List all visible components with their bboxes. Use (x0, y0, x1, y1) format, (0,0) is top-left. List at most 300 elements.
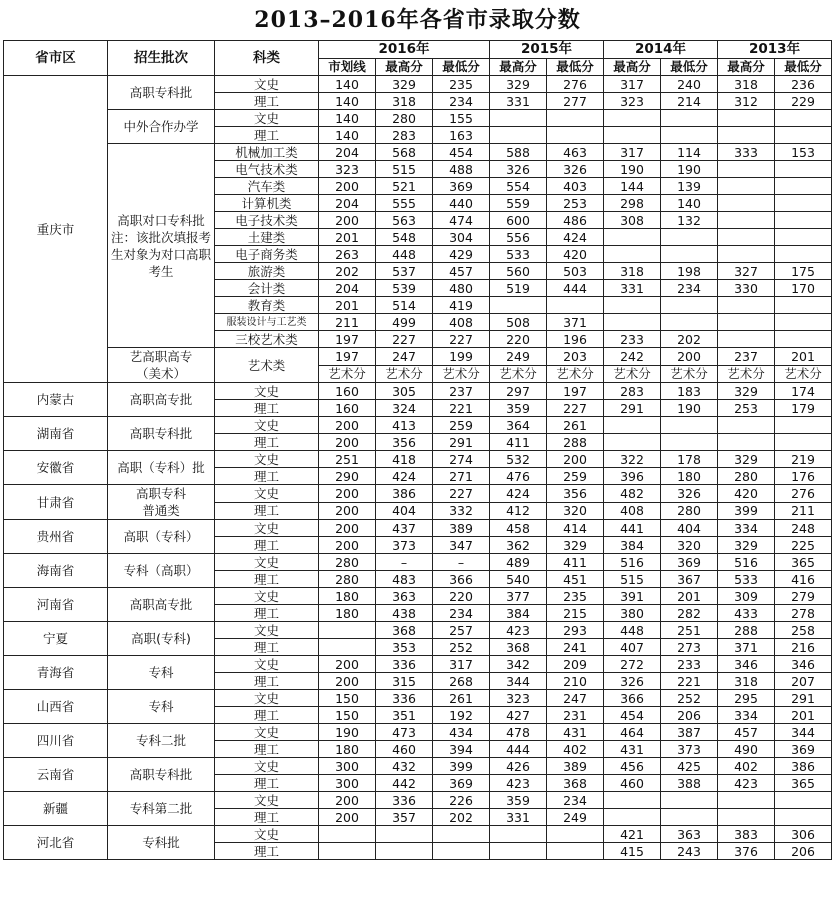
score-cell: 356 (547, 485, 604, 503)
score-cell: 220 (490, 331, 547, 348)
score-cell: 249 (547, 809, 604, 826)
score-cell: 329 (718, 537, 775, 554)
batch-cell: 专科第二批 (108, 792, 215, 826)
score-cell: 114 (661, 144, 718, 161)
score-cell (490, 297, 547, 314)
score-cell: 326 (604, 673, 661, 690)
score-cell (319, 622, 376, 639)
score-cell: 326 (490, 161, 547, 178)
score-cell: 291 (604, 400, 661, 417)
score-cell: 258 (775, 622, 832, 639)
score-cell: 278 (775, 605, 832, 622)
score-cell (718, 195, 775, 212)
score-cell: 197 (319, 348, 376, 366)
score-cell: 442 (376, 775, 433, 792)
table-row (4, 485, 832, 503)
score-cell: 202 (319, 263, 376, 280)
score-cell: 318 (718, 76, 775, 93)
score-cell: 174 (775, 383, 832, 400)
score-cell: 474 (433, 212, 490, 229)
score-cell (661, 417, 718, 434)
score-cell: 140 (319, 93, 376, 110)
score-cell: 336 (376, 690, 433, 707)
score-cell: 423 (718, 775, 775, 792)
score-cell (661, 809, 718, 826)
header-year-2016: 2016年 (319, 41, 490, 59)
score-cell: 309 (718, 588, 775, 605)
table-row (4, 588, 832, 605)
subject-cell: 理工 (215, 468, 319, 485)
score-cell: 283 (376, 127, 433, 144)
batch-cell: 高职专科 普通类 (108, 485, 215, 520)
score-cell: 249 (490, 348, 547, 366)
score-cell: 588 (490, 144, 547, 161)
score-cell: 330 (718, 280, 775, 297)
score-cell: 253 (547, 195, 604, 212)
score-cell: 200 (319, 792, 376, 809)
score-cell: 464 (604, 724, 661, 741)
score-cell: 210 (547, 673, 604, 690)
score-cell: 252 (661, 690, 718, 707)
subject-cell: 理工 (215, 93, 319, 110)
score-cell: 411 (547, 554, 604, 571)
subject-cell: 文史 (215, 588, 319, 605)
score-cell: 427 (490, 707, 547, 724)
score-cell (718, 110, 775, 127)
score-cell: 273 (661, 639, 718, 656)
score-cell: 263 (319, 246, 376, 263)
province-cell: 湖南省 (4, 417, 108, 451)
score-cell: 326 (547, 161, 604, 178)
score-cell: 346 (775, 656, 832, 673)
score-cell: 216 (775, 639, 832, 656)
score-cell (661, 246, 718, 263)
score-cell: 226 (433, 792, 490, 809)
score-cell (376, 826, 433, 843)
score-cell (661, 297, 718, 314)
score-cell (604, 434, 661, 451)
score-cell (661, 434, 718, 451)
score-cell (319, 843, 376, 860)
score-cell: 196 (547, 331, 604, 348)
score-cell (319, 826, 376, 843)
score-cell: 389 (433, 520, 490, 537)
score-cell: 175 (775, 263, 832, 280)
score-cell: 297 (490, 383, 547, 400)
score-cell: 235 (547, 588, 604, 605)
score-cell: 371 (718, 639, 775, 656)
score-cell: 336 (376, 656, 433, 673)
table-row (4, 656, 832, 673)
score-cell: 519 (490, 280, 547, 297)
table-row (4, 417, 832, 434)
score-cell (433, 826, 490, 843)
subject-cell: 文史 (215, 758, 319, 775)
score-cell: 364 (490, 417, 547, 434)
score-cell: 257 (433, 622, 490, 639)
score-cell: 140 (319, 110, 376, 127)
score-cell (604, 792, 661, 809)
score-cell: 艺术分 (547, 365, 604, 383)
score-cell: 199 (433, 348, 490, 366)
score-cell: 315 (376, 673, 433, 690)
score-cell: 540 (490, 571, 547, 588)
score-cell: 342 (490, 656, 547, 673)
province-cell: 河北省 (4, 826, 108, 860)
score-cell (433, 843, 490, 860)
score-cell: 300 (319, 758, 376, 775)
score-cell: 369 (775, 741, 832, 758)
score-cell: 280 (718, 468, 775, 485)
score-cell: 253 (718, 400, 775, 417)
table-row (4, 76, 832, 93)
score-cell: 371 (547, 314, 604, 331)
score-cell: 160 (319, 383, 376, 400)
score-cell: 180 (319, 588, 376, 605)
subject-cell: 理工 (215, 843, 319, 860)
score-cell: 170 (775, 280, 832, 297)
subject-cell: 电气技术类 (215, 161, 319, 178)
score-cell (775, 212, 832, 229)
score-cell: 201 (775, 348, 832, 366)
score-cell: 202 (433, 809, 490, 826)
score-cell (604, 314, 661, 331)
score-cell: 454 (604, 707, 661, 724)
score-cell: 563 (376, 212, 433, 229)
province-cell: 新疆 (4, 792, 108, 826)
score-cell: 329 (490, 76, 547, 93)
score-cell: 423 (490, 775, 547, 792)
batch-cell: 高职专科批 (108, 76, 215, 110)
score-cell: 399 (718, 502, 775, 520)
score-cell: 234 (433, 93, 490, 110)
score-cell (490, 843, 547, 860)
score-cell: 252 (433, 639, 490, 656)
subject-cell: 文史 (215, 690, 319, 707)
score-cell: 308 (604, 212, 661, 229)
score-cell: 412 (490, 502, 547, 520)
score-cell: 408 (433, 314, 490, 331)
header-year-2015: 2015年 (490, 41, 604, 59)
score-cell: 280 (319, 571, 376, 588)
score-cell (718, 314, 775, 331)
score-cell: 420 (547, 246, 604, 263)
score-cell: 425 (661, 758, 718, 775)
score-cell (604, 127, 661, 144)
score-cell (775, 127, 832, 144)
header-min: 最低分 (661, 58, 718, 76)
score-cell: 556 (490, 229, 547, 246)
score-cell (604, 110, 661, 127)
score-cell: 艺术分 (718, 365, 775, 383)
score-cell (718, 417, 775, 434)
batch-cell: 专科 (108, 656, 215, 690)
score-cell: 402 (547, 741, 604, 758)
score-cell: 140 (661, 195, 718, 212)
score-cell: 389 (547, 758, 604, 775)
score-cell: 200 (661, 348, 718, 366)
province-cell: 山西省 (4, 690, 108, 724)
score-cell: 444 (490, 741, 547, 758)
score-cell: 334 (718, 520, 775, 537)
score-cell (775, 331, 832, 348)
score-cell (718, 792, 775, 809)
score-cell: 448 (604, 622, 661, 639)
score-cell: 259 (547, 468, 604, 485)
score-cell: 132 (661, 212, 718, 229)
score-cell: 458 (490, 520, 547, 537)
score-cell: 295 (718, 690, 775, 707)
score-cell: 280 (376, 110, 433, 127)
header-year-2014: 2014年 (604, 41, 718, 59)
score-cell: 383 (718, 826, 775, 843)
subject-cell: 文史 (215, 656, 319, 673)
score-cell (604, 229, 661, 246)
score-cell: 183 (661, 383, 718, 400)
score-cell: 200 (319, 417, 376, 434)
score-cell: 424 (547, 229, 604, 246)
score-cell: 376 (718, 843, 775, 860)
score-cell: 140 (319, 127, 376, 144)
score-cell: 261 (433, 690, 490, 707)
score-cell: 248 (775, 520, 832, 537)
score-cell: 200 (319, 673, 376, 690)
header-min: 最低分 (775, 58, 832, 76)
score-cell: 317 (433, 656, 490, 673)
score-table (3, 40, 832, 860)
score-cell (718, 127, 775, 144)
score-cell (490, 826, 547, 843)
score-cell: 282 (661, 605, 718, 622)
score-cell: 318 (376, 93, 433, 110)
score-cell: 476 (490, 468, 547, 485)
score-cell: 362 (490, 537, 547, 554)
score-cell: 402 (718, 758, 775, 775)
score-cell: 243 (661, 843, 718, 860)
subject-cell: 文史 (215, 383, 319, 400)
score-cell: 艺术分 (433, 365, 490, 383)
subject-cell: 理工 (215, 639, 319, 656)
score-cell: – (376, 554, 433, 571)
score-cell: 387 (661, 724, 718, 741)
score-cell: 560 (490, 263, 547, 280)
score-cell (775, 314, 832, 331)
score-cell: 415 (604, 843, 661, 860)
score-cell: 242 (604, 348, 661, 366)
subject-cell: 文史 (215, 451, 319, 468)
score-cell: 272 (604, 656, 661, 673)
province-cell: 宁夏 (4, 622, 108, 656)
score-cell: 548 (376, 229, 433, 246)
score-cell: 537 (376, 263, 433, 280)
score-cell (376, 843, 433, 860)
batch-cell: 高职高专批 (108, 588, 215, 622)
score-cell: 176 (775, 468, 832, 485)
score-cell (718, 161, 775, 178)
score-cell: 291 (433, 434, 490, 451)
score-cell: 559 (490, 195, 547, 212)
batch-cell: 中外合作办学 (108, 110, 215, 144)
score-cell: 413 (376, 417, 433, 434)
subject-cell: 服装设计与工艺类 (215, 314, 319, 331)
score-cell: 271 (433, 468, 490, 485)
score-cell: 539 (376, 280, 433, 297)
subject-cell: 汽车类 (215, 178, 319, 195)
score-cell: 200 (319, 537, 376, 554)
score-cell: 363 (661, 826, 718, 843)
score-cell: 391 (604, 588, 661, 605)
score-cell: 331 (490, 93, 547, 110)
table-row (4, 348, 832, 366)
score-cell: 377 (490, 588, 547, 605)
score-cell (319, 639, 376, 656)
score-cell: 211 (319, 314, 376, 331)
batch-cell: 专科（高职） (108, 554, 215, 588)
subject-cell: 理工 (215, 537, 319, 554)
subject-cell: 文史 (215, 826, 319, 843)
score-cell: 320 (661, 537, 718, 554)
batch-cell: 高职专科批 (108, 758, 215, 792)
score-cell: 359 (490, 792, 547, 809)
score-cell (775, 297, 832, 314)
batch-cell: 艺高职高专 （美术） (108, 348, 215, 383)
score-cell: 368 (490, 639, 547, 656)
score-cell: 201 (661, 588, 718, 605)
score-cell: 231 (547, 707, 604, 724)
score-cell (661, 127, 718, 144)
score-cell (718, 809, 775, 826)
score-cell: 426 (490, 758, 547, 775)
subject-cell: 机械加工类 (215, 144, 319, 161)
score-cell: 227 (376, 331, 433, 348)
score-cell: 274 (433, 451, 490, 468)
score-cell: 431 (547, 724, 604, 741)
score-cell: 373 (661, 741, 718, 758)
score-cell (661, 229, 718, 246)
score-cell: 521 (376, 178, 433, 195)
subject-cell: 会计类 (215, 280, 319, 297)
score-cell: 288 (547, 434, 604, 451)
score-cell: 241 (547, 639, 604, 656)
score-cell: 329 (376, 76, 433, 93)
score-cell: 488 (433, 161, 490, 178)
score-cell (718, 297, 775, 314)
score-cell: 486 (547, 212, 604, 229)
subject-cell: 教育类 (215, 297, 319, 314)
score-cell: 369 (661, 554, 718, 571)
score-cell (604, 417, 661, 434)
score-cell: 329 (718, 451, 775, 468)
score-cell: 215 (547, 605, 604, 622)
score-cell: 460 (604, 775, 661, 792)
subject-cell: 土建类 (215, 229, 319, 246)
score-cell: 329 (547, 537, 604, 554)
score-cell: 276 (547, 76, 604, 93)
score-cell: 388 (661, 775, 718, 792)
batch-cell: 高职对口专科批 注：该批次填报考生对象为对口高职考生 (108, 144, 215, 348)
score-cell: 276 (775, 485, 832, 503)
score-cell: 334 (718, 707, 775, 724)
score-cell: 200 (547, 451, 604, 468)
score-cell: 323 (490, 690, 547, 707)
score-cell (547, 110, 604, 127)
score-cell: 153 (775, 144, 832, 161)
batch-cell: 高职专科批 (108, 417, 215, 451)
score-cell: 220 (433, 588, 490, 605)
score-cell: 419 (433, 297, 490, 314)
score-cell: 478 (490, 724, 547, 741)
score-cell: 221 (433, 400, 490, 417)
score-cell: 514 (376, 297, 433, 314)
province-cell: 安徽省 (4, 451, 108, 485)
header-batch: 招生批次 (108, 41, 215, 76)
score-cell: 180 (661, 468, 718, 485)
score-cell: 515 (376, 161, 433, 178)
header-min: 最低分 (547, 58, 604, 76)
subject-cell: 艺术类 (215, 348, 319, 383)
score-cell: 163 (433, 127, 490, 144)
table-row (4, 792, 832, 809)
batch-cell: 专科批 (108, 826, 215, 860)
score-cell: 568 (376, 144, 433, 161)
subject-cell: 理工 (215, 673, 319, 690)
score-cell: 234 (661, 280, 718, 297)
subject-cell: 电子商务类 (215, 246, 319, 263)
score-cell: 150 (319, 707, 376, 724)
score-cell (775, 809, 832, 826)
score-cell (661, 110, 718, 127)
score-cell: 259 (433, 417, 490, 434)
score-cell: 600 (490, 212, 547, 229)
score-cell: 233 (661, 656, 718, 673)
subject-cell: 文史 (215, 485, 319, 503)
score-cell (547, 843, 604, 860)
score-cell: 221 (661, 673, 718, 690)
score-cell: 366 (433, 571, 490, 588)
score-cell: 155 (433, 110, 490, 127)
score-cell: 351 (376, 707, 433, 724)
subject-cell: 理工 (215, 502, 319, 520)
score-cell: 304 (433, 229, 490, 246)
score-cell: 204 (319, 195, 376, 212)
header-province: 省市区 (4, 41, 108, 76)
score-cell: 490 (718, 741, 775, 758)
province-cell: 内蒙古 (4, 383, 108, 417)
score-cell: 368 (547, 775, 604, 792)
score-cell: 408 (604, 502, 661, 520)
score-cell: 456 (604, 758, 661, 775)
score-cell: 206 (775, 843, 832, 860)
table-row (4, 622, 832, 639)
subject-cell: 文史 (215, 724, 319, 741)
score-cell: 202 (661, 331, 718, 348)
score-cell (547, 826, 604, 843)
score-cell: 234 (547, 792, 604, 809)
score-cell: 336 (376, 792, 433, 809)
score-cell: 233 (604, 331, 661, 348)
score-cell: 227 (433, 331, 490, 348)
table-row (4, 451, 832, 468)
subject-cell: 理工 (215, 127, 319, 144)
score-cell: 192 (433, 707, 490, 724)
score-cell: 200 (319, 485, 376, 503)
score-cell (718, 434, 775, 451)
score-cell: 197 (547, 383, 604, 400)
score-cell (547, 297, 604, 314)
score-cell: 429 (433, 246, 490, 263)
score-cell: 407 (604, 639, 661, 656)
page-title: 2013–2016年各省市录取分数 (254, 7, 581, 33)
